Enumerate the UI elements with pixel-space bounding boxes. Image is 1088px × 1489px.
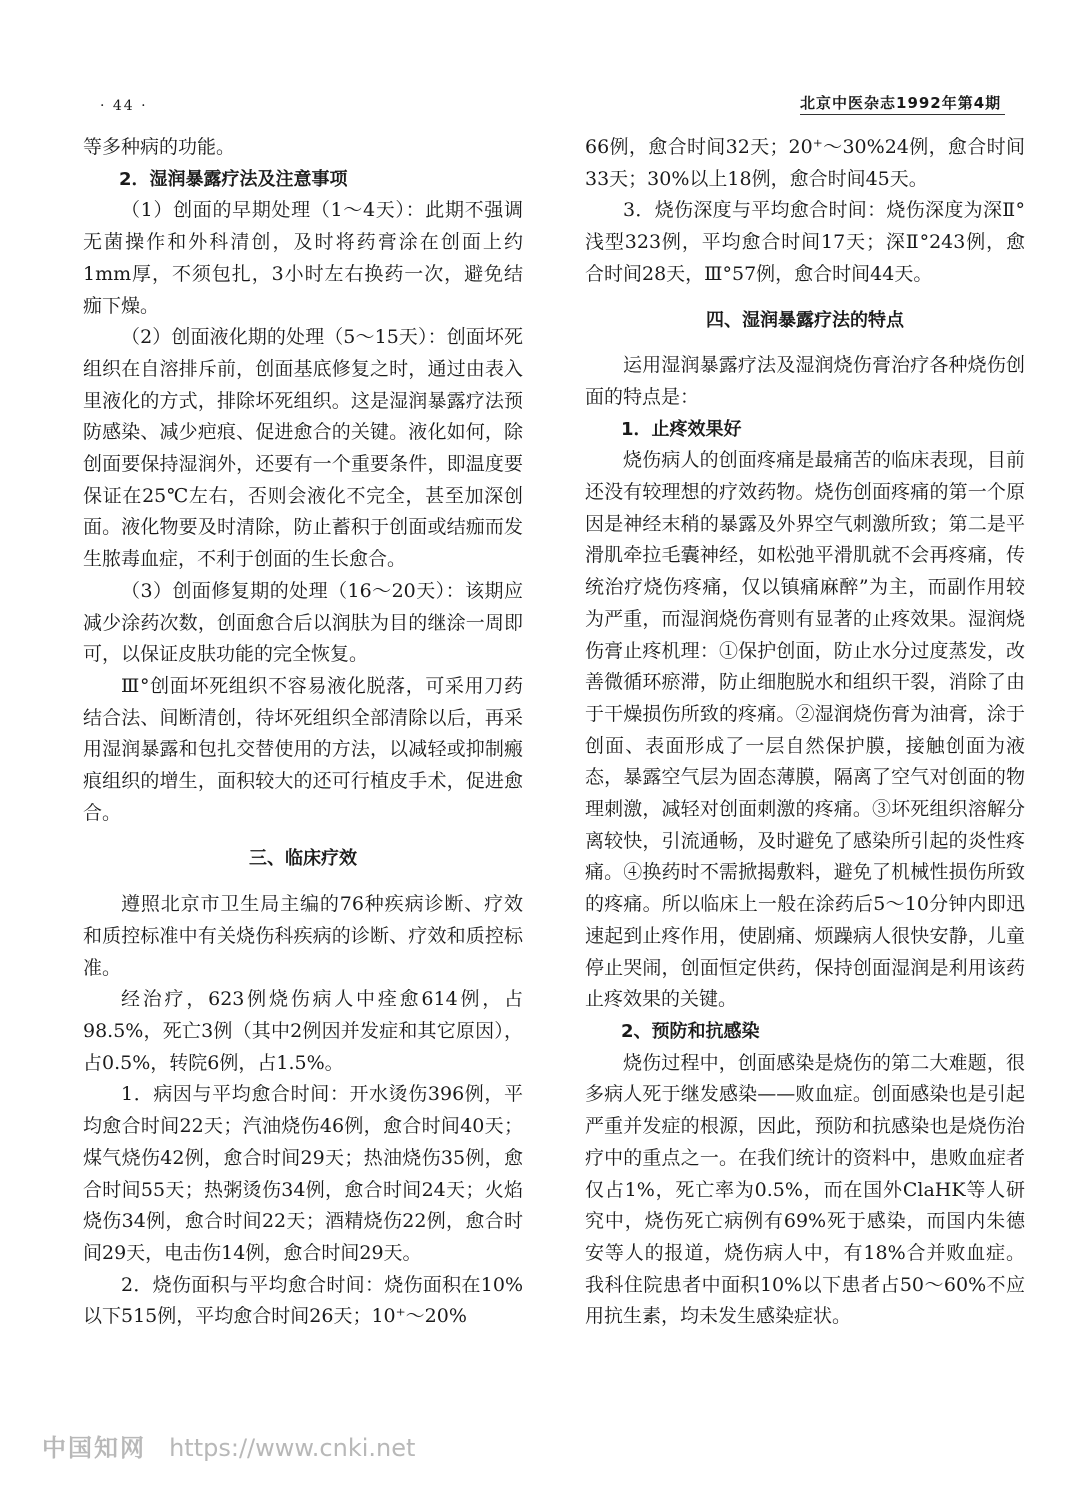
journal-header: 北京中医杂志1992年第4期 — [800, 94, 1002, 112]
body-paragraph: 3．烧伤深度与平均愈合时间：烧伤深度为深Ⅱ°浅型323例，平均愈合时间17天；深Ⅱ°243例，愈合时间28天，Ⅲ°57例，愈合时间44天。 — [585, 199, 1025, 285]
page-number: · 44 · — [100, 98, 148, 114]
body-paragraph: 烧伤过程中，创面感染是烧伤的第二大难题，很多病人死于继发感染——败血症。创面感染也是引起严重并发症的根源，因此，预防和抗感染也是烧伤治疗中的重点之一。在我们统计的资料中，患败血症者仅占1%，死亡率为0.5%，而在国外ClaHK等人研究中，烧伤死亡病例有69%死于感染，而国内朱德安等人的报道，烧伤病人中，有18%合并败血症。我科住院患者中面积10%以下患者占50～60%不应用抗生素，均未发生感染症状。 — [585, 1051, 1025, 1328]
subsection-heading: 2、预防和抗感染 — [621, 1020, 760, 1042]
left-column — [83, 132, 523, 1333]
subsection-heading: 2．湿润暴露疗法及注意事项 — [119, 168, 348, 190]
continued-text: 等多种病的功能。 — [83, 136, 236, 158]
body-paragraph: （1）创面的早期处理（1～4天）：此期不强调无菌操作和外科清创，及时将药膏涂在创面上约1mm厚，不须包扎，3小时左右换药一次，避免结痂下燥。 — [83, 199, 523, 317]
body-paragraph: 1．病因与平均愈合时间：开水烫伤396例，平均愈合时间22天；汽油烧伤46例，愈合时间40天；煤气烧伤42例，愈合时间29天；热油烧伤35例，愈合时间55天；热粥烫伤34例，愈合时间24天；火焰烧伤34例，愈合时间22天；酒精烧伤22例，愈合时间29天，电击伤14例，愈合时间29天。 — [83, 1083, 523, 1264]
right-column — [585, 132, 1025, 1333]
footer-watermark — [42, 1428, 415, 1463]
body-paragraph: Ⅲ°创面坏死组织不容易液化脱落，可采用刀药结合法、间断清创，待坏死组织全部清除以后，再采用湿润暴露和包扎交替使用的方法，以减轻或抑制瘢痕组织的增生，面积较大的还可行植皮手术，促进愈合。 — [83, 674, 523, 824]
body-paragraph: （2）创面液化期的处理（5～15天）：创面坏死组织在自溶排斥前，创面基底修复之时，通过由表入里液化的方式，排除坏死组织。这是湿润暴露疗法预防感染、减少疤痕、促进愈合的关键。液化如何，除创面要保持湿润外，还要有一个重要条件，即温度要保证在25℃左右，否则会液化不完全，甚至加深创面。液化物要及时清除，防止蓄积于创面或结痂而发生脓毒血症，不利于创面的生长愈合。 — [83, 326, 523, 571]
section-heading: 三、临床疗效 — [249, 848, 357, 870]
body-paragraph: （3）创面修复期的处理（16～20天）：该期应减少涂药次数，创面愈合后以润肤为目的继涂一周即可，以保证皮肤功能的完全恢复。 — [83, 579, 523, 666]
body-paragraph: 2．烧伤面积与平均愈合时间：烧伤面积在10%以下515例，平均愈合时间26天；10⁺～20% — [83, 1273, 523, 1328]
cnki-url[interactable]: https://www.cnki.net — [169, 1434, 416, 1462]
body-paragraph: 运用湿润暴露疗法及湿润烧伤膏治疗各种烧伤创面的特点是： — [585, 354, 1025, 408]
body-paragraph: 遵照北京市卫生局主编的76种疾病诊断、疗效和质控标准中有关烧伤科疾病的诊断、疗效和质控标准。 — [83, 893, 523, 979]
cnki-logo: 中国知网 — [42, 1434, 146, 1462]
continued-text: 66例，愈合时间32天；20⁺～30%24例，愈合时间33天；30%以上18例，愈合时间45天。 — [585, 136, 1025, 190]
header-rule — [800, 114, 1005, 115]
subsection-heading: 1．止疼效果好 — [621, 418, 742, 440]
body-paragraph: 烧伤病人的创面疼痛是最痛苦的临床表现，目前还没有较理想的疗效药物。烧伤创面疼痛的第一个原因是神经末稍的暴露及外界空气刺激所致；第二是平滑肌牵拉毛囊神经，如松弛平滑肌就不会再疼痛，传统治疗烧伤疼痛，仅以镇痛麻醉”为主，而副作用较为严重，而湿润烧伤膏则有显著的止疼效果。湿润烧伤膏止疼机理：①保护创面，防止水分过度蒸发，改善微循环瘀滞，防止细胞脱水和组织干裂，消除了由于干燥损伤所致的疼痛。②湿润烧伤膏为油膏，涂于创面、表面形成了一层自然保护膜，接触创面为液态，暴露空气层为固态薄膜，隔离了空气对创面的物理刺激，减轻对创面刺激的疼痛。③坏死组织溶解分离较快，引流通畅，及时避免了感染所引起的炎性疼痛。④换药时不需掀揭敷料，避免了机械性损伤所致的疼痛。所以临床上一般在涂药后5～10分钟内即迅速起到止疼作用，使剧痛、烦躁病人很快安静，儿童停止哭闹，创面恒定供药，保持创面湿润是利用该药止疼效果的关键。 — [585, 449, 1025, 1011]
body-paragraph: 经治疗，623例烧伤病人中痊愈614例，占98.5%，死亡3例（其中2例因并发症和其它原因），占0.5%，转院6例，占1.5%。 — [83, 988, 523, 1074]
section-heading: 四、湿润暴露疗法的特点 — [706, 309, 904, 331]
